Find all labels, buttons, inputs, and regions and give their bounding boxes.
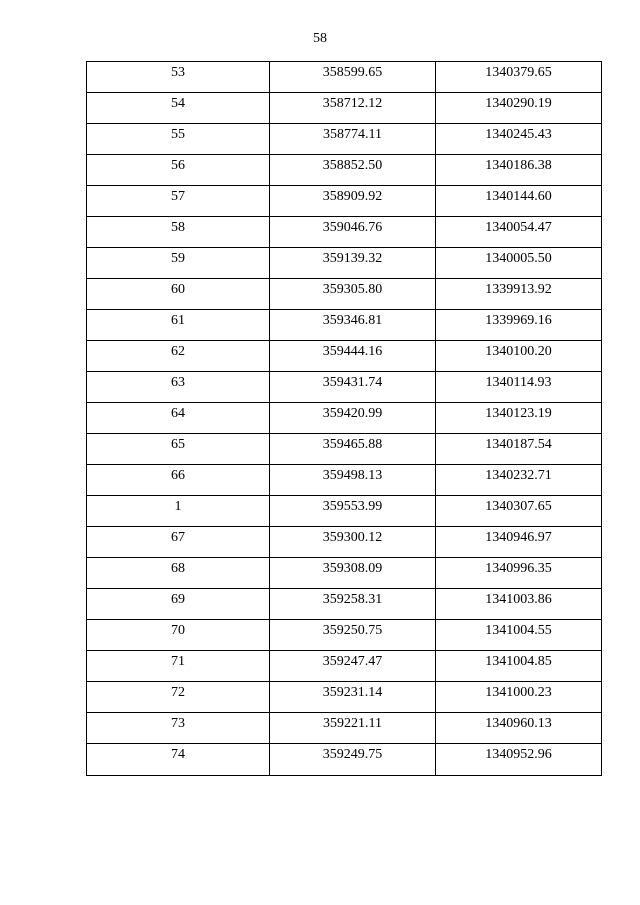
table-row xyxy=(87,496,602,527)
table-row xyxy=(87,217,602,248)
table-row xyxy=(87,372,602,403)
x-coordinate-cell: 359247.47 xyxy=(270,651,436,682)
table-row xyxy=(87,310,602,341)
table-row xyxy=(87,186,602,217)
table-row xyxy=(87,434,602,465)
table-row xyxy=(87,93,602,124)
point-number-cell: 70 xyxy=(87,620,270,651)
y-coordinate-cell: 1340960.13 xyxy=(436,713,602,744)
point-number-cell: 65 xyxy=(87,434,270,465)
x-coordinate-cell: 359250.75 xyxy=(270,620,436,651)
point-number-cell: 53 xyxy=(87,62,270,93)
y-coordinate-cell: 1340186.38 xyxy=(436,155,602,186)
point-number-cell: 1 xyxy=(87,496,270,527)
x-coordinate-cell: 359346.81 xyxy=(270,310,436,341)
x-coordinate-cell: 358712.12 xyxy=(270,93,436,124)
x-coordinate-cell: 359249.75 xyxy=(270,744,436,776)
table-row xyxy=(87,589,602,620)
point-number-cell: 69 xyxy=(87,589,270,620)
point-number-cell: 61 xyxy=(87,310,270,341)
y-coordinate-cell: 1339969.16 xyxy=(436,310,602,341)
y-coordinate-cell: 1341000.23 xyxy=(436,682,602,713)
y-coordinate-cell: 1340144.60 xyxy=(436,186,602,217)
table-row xyxy=(87,155,602,186)
x-coordinate-cell: 359420.99 xyxy=(270,403,436,434)
x-coordinate-cell: 359498.13 xyxy=(270,465,436,496)
y-coordinate-cell: 1340245.43 xyxy=(436,124,602,155)
table-row xyxy=(87,620,602,651)
table-row xyxy=(87,558,602,589)
x-coordinate-cell: 359300.12 xyxy=(270,527,436,558)
table-row xyxy=(87,124,602,155)
x-coordinate-cell: 358774.11 xyxy=(270,124,436,155)
table-row xyxy=(87,527,602,558)
point-number-cell: 71 xyxy=(87,651,270,682)
point-number-cell: 66 xyxy=(87,465,270,496)
y-coordinate-cell: 1340952.96 xyxy=(436,744,602,776)
table-row xyxy=(87,341,602,372)
y-coordinate-cell: 1340232.71 xyxy=(436,465,602,496)
point-number-cell: 72 xyxy=(87,682,270,713)
point-number-cell: 68 xyxy=(87,558,270,589)
point-number-cell: 54 xyxy=(87,93,270,124)
x-coordinate-cell: 359444.16 xyxy=(270,341,436,372)
x-coordinate-cell: 359046.76 xyxy=(270,217,436,248)
y-coordinate-cell: 1340123.19 xyxy=(436,403,602,434)
y-coordinate-cell: 1339913.92 xyxy=(436,279,602,310)
x-coordinate-cell: 358599.65 xyxy=(270,62,436,93)
y-coordinate-cell: 1341004.85 xyxy=(436,651,602,682)
y-coordinate-cell: 1340946.97 xyxy=(436,527,602,558)
table-row xyxy=(87,682,602,713)
y-coordinate-cell: 1340187.54 xyxy=(436,434,602,465)
point-number-cell: 67 xyxy=(87,527,270,558)
point-number-cell: 74 xyxy=(87,744,270,776)
table-row xyxy=(87,62,602,93)
point-number-cell: 57 xyxy=(87,186,270,217)
point-number-cell: 63 xyxy=(87,372,270,403)
page-number: 58 xyxy=(313,31,327,46)
x-coordinate-cell: 359305.80 xyxy=(270,279,436,310)
x-coordinate-cell: 359465.88 xyxy=(270,434,436,465)
x-coordinate-cell: 358909.92 xyxy=(270,186,436,217)
x-coordinate-cell: 359221.11 xyxy=(270,713,436,744)
x-coordinate-cell: 358852.50 xyxy=(270,155,436,186)
y-coordinate-cell: 1340100.20 xyxy=(436,341,602,372)
x-coordinate-cell: 359431.74 xyxy=(270,372,436,403)
y-coordinate-cell: 1340379.65 xyxy=(436,62,602,93)
point-number-cell: 64 xyxy=(87,403,270,434)
x-coordinate-cell: 359553.99 xyxy=(270,496,436,527)
x-coordinate-cell: 359231.14 xyxy=(270,682,436,713)
point-number-cell: 62 xyxy=(87,341,270,372)
x-coordinate-cell: 359139.32 xyxy=(270,248,436,279)
point-number-cell: 56 xyxy=(87,155,270,186)
point-number-cell: 60 xyxy=(87,279,270,310)
y-coordinate-cell: 1340054.47 xyxy=(436,217,602,248)
coordinates-table-body xyxy=(87,62,602,776)
table-row xyxy=(87,403,602,434)
table-row xyxy=(87,465,602,496)
table-row xyxy=(87,279,602,310)
y-coordinate-cell: 1340996.35 xyxy=(436,558,602,589)
table-row xyxy=(87,744,602,776)
y-coordinate-cell: 1340290.19 xyxy=(436,93,602,124)
y-coordinate-cell: 1341003.86 xyxy=(436,589,602,620)
point-number-cell: 59 xyxy=(87,248,270,279)
table-row xyxy=(87,248,602,279)
table-row xyxy=(87,651,602,682)
point-number-cell: 55 xyxy=(87,124,270,155)
x-coordinate-cell: 359308.09 xyxy=(270,558,436,589)
point-number-cell: 73 xyxy=(87,713,270,744)
y-coordinate-cell: 1340307.65 xyxy=(436,496,602,527)
y-coordinate-cell: 1340005.50 xyxy=(436,248,602,279)
point-number-cell: 58 xyxy=(87,217,270,248)
coordinates-table xyxy=(86,61,602,776)
y-coordinate-cell: 1341004.55 xyxy=(436,620,602,651)
x-coordinate-cell: 359258.31 xyxy=(270,589,436,620)
table-row xyxy=(87,713,602,744)
y-coordinate-cell: 1340114.93 xyxy=(436,372,602,403)
